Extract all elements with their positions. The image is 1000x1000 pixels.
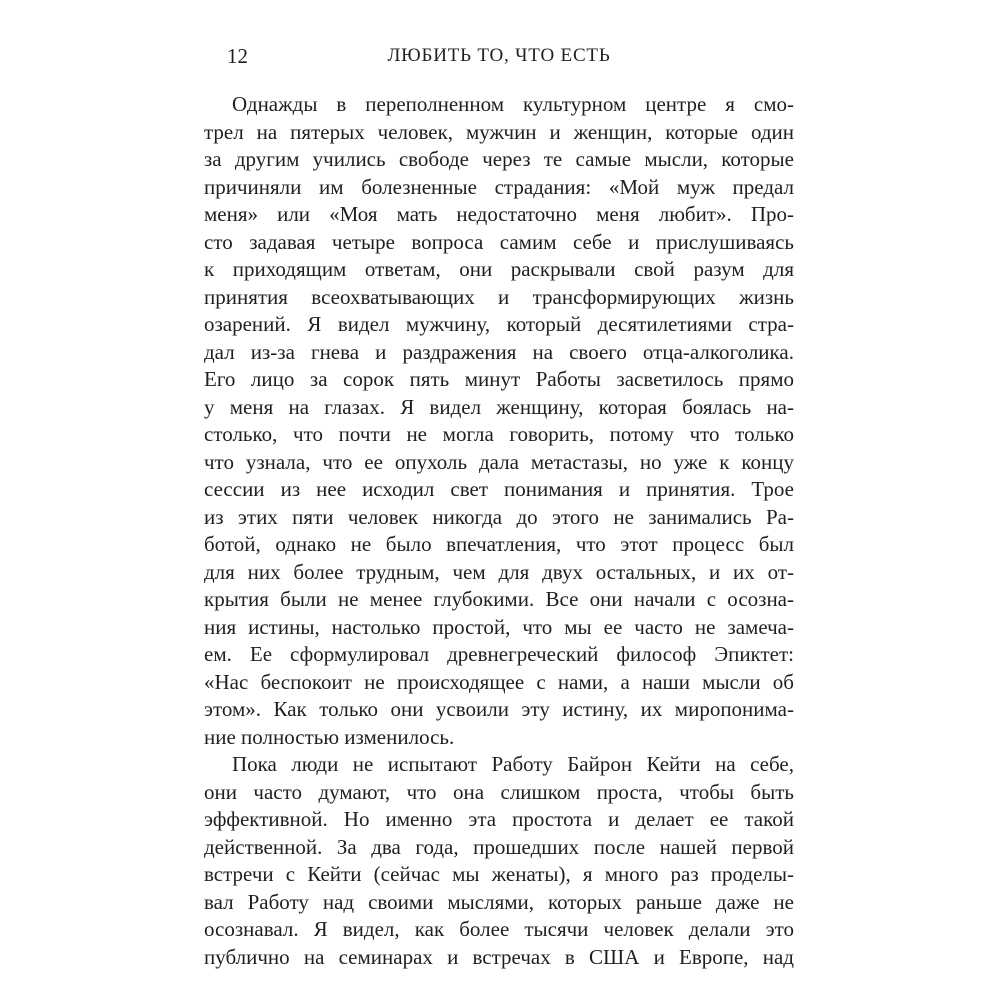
text-line: у меня на глазах. Я видел женщину, которая боялась на- (204, 394, 794, 419)
text-line: к приходящим ответам, они раскрывали свой разум для (204, 257, 794, 281)
text-line: трел на пятерых человек, мужчин и женщин, которые один (204, 119, 794, 144)
text-line: столько, что почти не могла говорить, потому что только (204, 422, 794, 446)
text-line: ботой, однако не было впечатления, что этот процесс был (204, 532, 794, 556)
text-line: дал из-за гнева и раздражения на своего отца-алкоголика. (204, 339, 794, 364)
text-line: крытия были не менее глубокими. Все они начали с осозна- (204, 587, 794, 611)
text-line: за другим учились свободе через те самые мысли, которые (204, 147, 794, 171)
text-line: ем. Ее сформулировал древнегреческий философ Эпиктет: (204, 642, 794, 666)
text-line: Однажды в переполненном культурном центре я смо- (232, 92, 794, 116)
text-line: осознавал. Я видел, как более тысячи человек делали это (204, 917, 794, 941)
text-line: они часто думают, что она слишком проста, чтобы быть (204, 779, 794, 804)
page-header (204, 44, 794, 68)
text-line: этом». Как только они усвоили эту истину, их миропонима- (204, 697, 794, 721)
text-line: «Нас беспокоит не происходящее с нами, а наши мысли об (204, 669, 794, 694)
text-line: принятия всеохватывающих и трансформирующих жизнь (204, 284, 794, 309)
text-line: ния истины, настолько простой, что мы ее часто не замеча- (204, 614, 794, 639)
text-line: для них более трудным, чем для двух остальных, и их от- (204, 559, 794, 584)
text-line: что узнала, что ее опухоль дала метастазы, но уже к концу (204, 449, 794, 474)
text-line: публично на семинарах и встречах в США и Европе, над (204, 944, 794, 969)
page-number: 12 (227, 44, 248, 68)
text-line: эффективной. Но именно эта простота и делает ее такой (204, 807, 794, 831)
text-line: Пока люди не испытают Работу Байрон Кейти на себе, (232, 752, 794, 776)
text-line: озарений. Я видел мужчину, который десятилетиями стра- (204, 312, 794, 336)
text-line: встречи с Кейти (сейчас мы женаты), я много раз проделы- (204, 862, 794, 886)
text-block (204, 44, 794, 971)
text-line: Его лицо за сорок пять минут Работы засветилось прямо (204, 367, 794, 391)
text-line: сессии из нее исходил свет понимания и принятия. Трое (204, 477, 794, 501)
text-line: вал Работу над своими мыслями, которых раньше даже не (204, 889, 794, 914)
text-line: меня» или «Моя мать недостаточно меня любит». Про- (204, 202, 794, 226)
text-line: действенной. За два года, прошедших после нашей первой (204, 834, 794, 859)
text-line: из этих пяти человек никогда до этого не занимались Ра- (204, 504, 794, 529)
running-head: ЛЮБИТЬ ТО, ЧТО ЕСТЬ (387, 45, 611, 66)
text-line: сто задавая четыре вопроса самим себе и прислушиваясь (204, 229, 794, 254)
body-text (204, 91, 794, 971)
text-line: причиняли им болезненные страдания: «Мой муж предал (204, 174, 794, 199)
text-line: ние полностью изменилось. (204, 724, 455, 749)
